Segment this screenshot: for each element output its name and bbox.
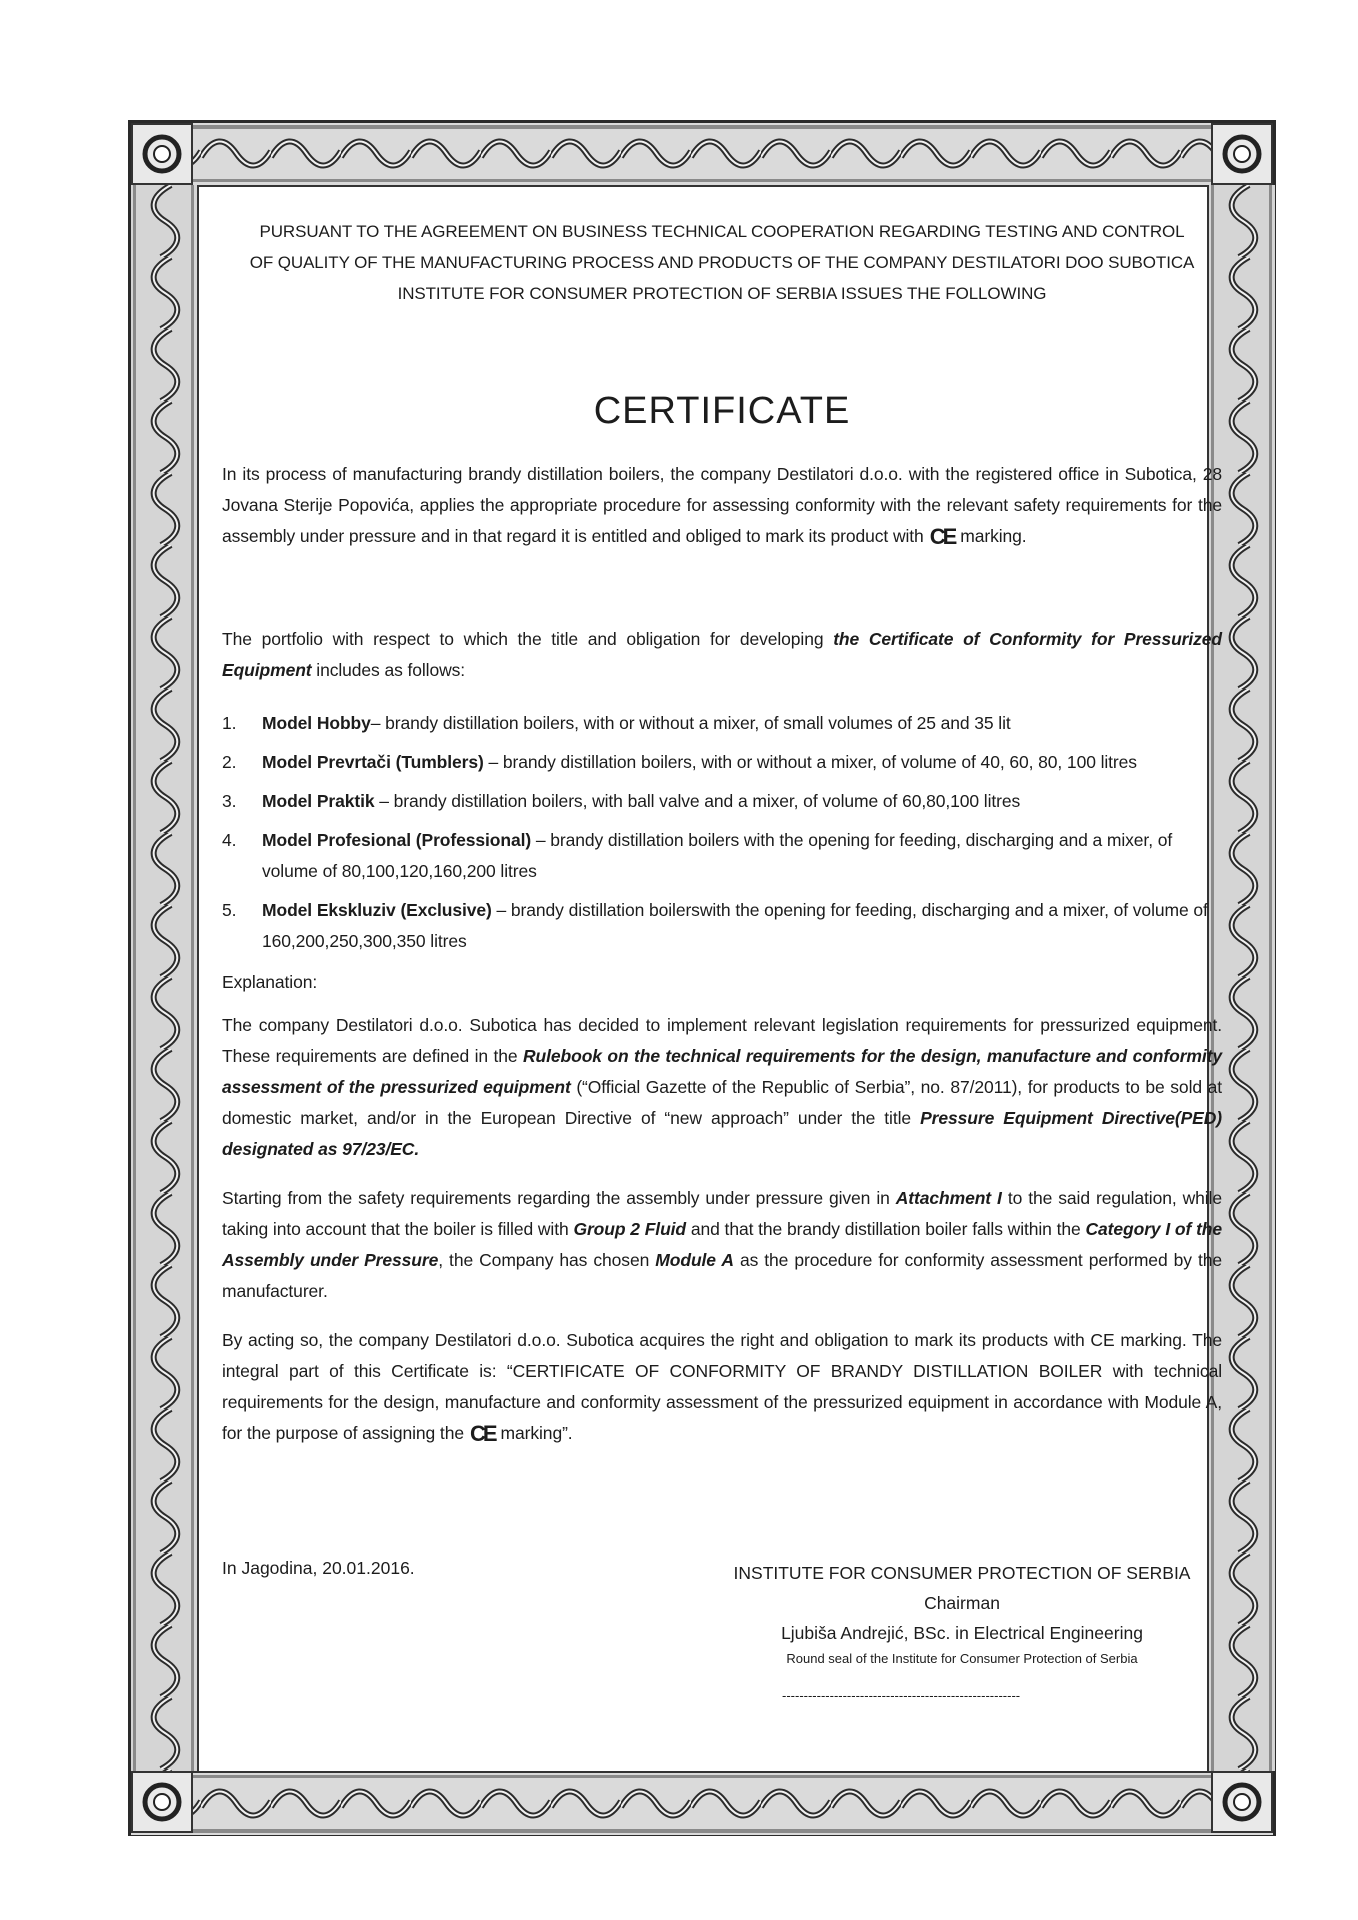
portfolio-paragraph <box>222 624 1222 686</box>
signatory-name: Ljubiša Andrejić, BSc. in Electrical Engineering <box>781 1623 1143 1643</box>
ornamental-border-top <box>131 123 1273 187</box>
intro-tail: marking. <box>960 526 1027 546</box>
model-name: Model Profesional (Professional) <box>262 830 532 850</box>
signatory-block <box>702 1558 1222 1670</box>
model-name: Model Prevrtači (Tumblers) <box>262 752 484 772</box>
text-run: The company Destilatori d.o.o. Subotica has decided to implement relevant legislation requirements for pressurized equipment. These requirements are defined in the <box>222 1015 1222 1066</box>
text-run: Starting from the safety requirements regarding the assembly under pressure given in <box>222 1188 890 1208</box>
list-item <box>222 895 1222 957</box>
model-list <box>222 708 1222 957</box>
item-number: 2. <box>222 752 237 772</box>
text-run: By acting so, the company Destilatori d.o.o. Subotica acquires the right and obligation to mark its products with CE marking. The integral part of this Certificate is: “CERTIFICATE OF CONFORMITY OF BRANDY DISTILLATION BOILER with technical requirements for the design, manufacture and conformity assessment of the pressurized equipment in accordance with Module A, for the purpose of assigning the <box>222 1330 1222 1443</box>
certificate-content <box>222 200 1222 1449</box>
model-description: – brandy distillation boilers, with ball valve and a mixer, of volume of 60,80,100 litres <box>374 791 1021 811</box>
intro-text: In its process of manufacturing brandy distillation boilers, the company Destilatori d.o.o. with the registered office in Subotica, 28 Jovana Sterije Popovića, applies the appropriate procedure for assessing conformity with the relevant safety requirements for the assembly under pressure and in that regard it is entitled and obliged to mark its product with <box>222 464 1222 546</box>
ornamental-border-bottom <box>131 1771 1273 1835</box>
category-ref: Category I of the Assembly under Pressure <box>222 1219 1223 1270</box>
module-ref: Module A <box>655 1250 734 1270</box>
portfolio-pre: The portfolio with respect to which the title and obligation for developing <box>222 629 824 649</box>
text-run: and that the brandy distillation boiler falls within the <box>690 1219 1081 1239</box>
list-item <box>222 825 1222 887</box>
item-number: 1. <box>222 713 237 733</box>
signature-line: ------------------------------------------------------- <box>782 1688 1021 1703</box>
text-run: marking”. <box>500 1423 573 1443</box>
preamble-line: INSTITUTE FOR CONSUMER PROTECTION OF SERBIA ISSUES THE FOLLOWING <box>397 284 1047 303</box>
explanation-label: Explanation: <box>222 972 318 992</box>
seal-note: Round seal of the Institute for Consumer Protection of Serbia <box>786 1651 1138 1666</box>
preamble <box>222 216 1222 309</box>
corner-ornament-icon <box>131 1771 193 1833</box>
rulebook-title: Rulebook on the technical requirements for the design, manufacture and conformity assessment of the pressurized equipment <box>222 1046 1222 1097</box>
model-description: – brandy distillation boilerswith the opening for feeding, discharging and a mixer, of volume of 160,200,250,300,350 litres <box>262 900 1208 951</box>
portfolio-emphasis: the Certificate of Conformity for Pressurized Equipment <box>222 629 1222 680</box>
model-description: – brandy distillation boilers with the opening for feeding, discharging and a mixer, of volume of 80,100,120,160,200 litres <box>262 830 1173 881</box>
model-description: – brandy distillation boilers, with or without a mixer, of small volumes of 25 and 35 lit <box>370 713 1011 733</box>
explanation-paragraph-2 <box>222 1183 1222 1307</box>
explanation-paragraph-3 <box>222 1325 1222 1449</box>
attachment-ref: Attachment I <box>895 1188 1002 1208</box>
intro-paragraph <box>222 459 1222 552</box>
list-item <box>222 708 1222 739</box>
ornamental-border-left <box>131 185 199 1771</box>
corner-ornament-icon <box>131 123 193 185</box>
model-name: Model Ekskluziv (Exclusive) <box>262 900 492 920</box>
text-run: as the procedure for conformity assessment performed by the manufacturer. <box>222 1250 1223 1301</box>
item-number: 5. <box>222 900 237 920</box>
portfolio-post: includes as follows: <box>316 660 466 680</box>
model-name: Model Hobby <box>262 713 371 733</box>
model-description: – brandy distillation boilers, with or without a mixer, of volume of 40, 60, 80, 100 litres <box>483 752 1137 772</box>
document-title: CERTIFICATE <box>593 390 851 432</box>
directive-title: Pressure Equipment Directive(PED) designated as 97/23/EC. <box>222 1108 1223 1159</box>
text-run: to the said regulation, while taking into account that the boiler is filled with <box>222 1188 1222 1239</box>
preamble-line: PURSUANT TO THE AGREEMENT ON BUSINESS TECHNICAL COOPERATION REGARDING TESTING AND CONTROL <box>259 222 1185 241</box>
ce-mark: CE <box>469 1421 495 1446</box>
list-item <box>222 786 1222 817</box>
item-number: 4. <box>222 830 237 850</box>
text-run: , the Company has chosen <box>438 1250 650 1270</box>
list-item <box>222 747 1222 778</box>
model-name: Model Praktik <box>262 791 375 811</box>
preamble-line: OF QUALITY OF THE MANUFACTURING PROCESS AND PRODUCTS OF THE COMPANY DESTILATORI DOO SUBOTICA <box>249 253 1195 272</box>
fluid-group: Group 2 Fluid <box>573 1219 687 1239</box>
corner-ornament-icon <box>1211 123 1273 185</box>
ce-mark: CE <box>929 524 955 549</box>
place-date: In Jagodina, 20.01.2016. <box>222 1558 415 1578</box>
institute-name: INSTITUTE FOR CONSUMER PROTECTION OF SERBIA <box>733 1563 1191 1583</box>
explanation-paragraph-1 <box>222 1010 1222 1165</box>
corner-ornament-icon <box>1211 1771 1273 1833</box>
item-number: 3. <box>222 791 237 811</box>
text-run: (“Official Gazette of the Republic of Serbia”, no. 87/2011), for products to be sold at domestic market, and/or in the European Directive of “new approach” under the title <box>222 1077 1223 1128</box>
signatory-role: Chairman <box>924 1593 1000 1613</box>
